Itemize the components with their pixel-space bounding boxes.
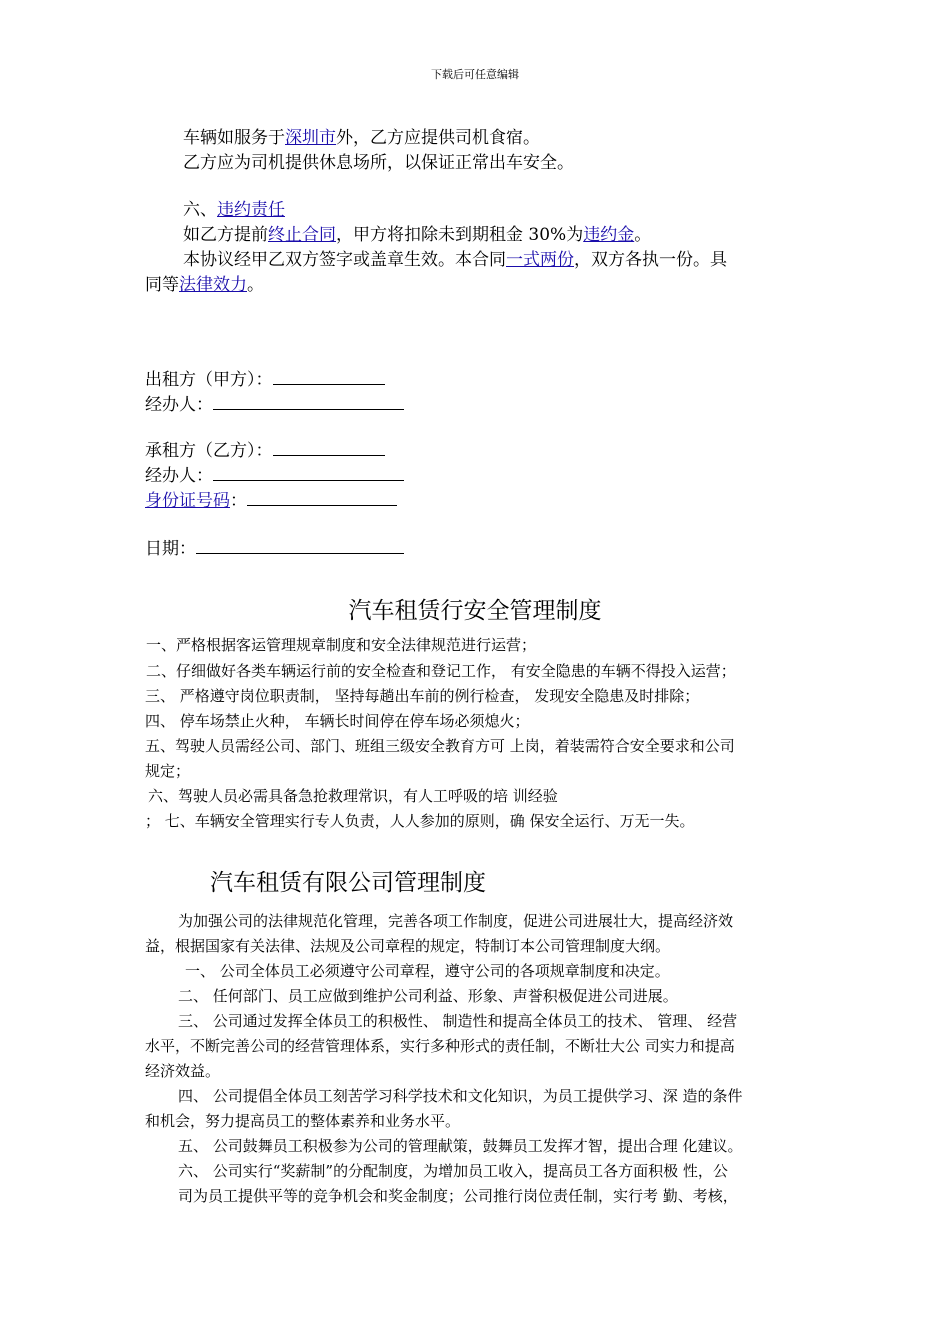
signature-line[interactable] <box>213 393 404 410</box>
company-line: 六、 公司实行“奖薪制”的分配制度，为增加员工收入，提高员工各方面积极 性，公 <box>178 1162 728 1180</box>
link-legal-effect[interactable]: 法律效力 <box>179 275 247 295</box>
signature-line[interactable] <box>196 537 404 554</box>
safety-item: 规定； <box>145 762 191 780</box>
contract-line-5 <box>183 248 727 272</box>
text: ，甲方将扣除未到期租金 30%为 <box>336 225 584 245</box>
label: 出租方（甲方）： <box>145 370 273 390</box>
signature-line[interactable] <box>213 464 404 481</box>
company-line: 水平，不断完善公司的经营管理体系，实行多种形式的责任制，不断壮大公 司实力和提高 <box>145 1037 735 1055</box>
company-line: 为加强公司的法律规范化管理，完善各项工作制度，促进公司进展壮大，提高经济效 <box>178 912 734 930</box>
label: 日期： <box>145 539 196 559</box>
company-line: 司为员工提供平等的竞争机会和奖金制度；公司推行岗位责任制，实行考 勤、考核， <box>178 1187 738 1205</box>
text: 车辆如服务于 <box>183 128 285 148</box>
agent2-signature <box>145 464 404 488</box>
text: 外，乙方应提供司机食宿。 <box>336 128 540 148</box>
company-line: 一、 公司全体员工必须遵守公司章程，遵守公司的各项规章制度和决定。 <box>185 962 670 980</box>
company-line: 益，根据国家有关法律、法规及公司章程的规定，特制订本公司管理制度大纲。 <box>145 937 671 955</box>
signature-line[interactable] <box>273 368 385 385</box>
company-line: 和机会，努力提高员工的整体素养和业务水平。 <box>145 1112 461 1130</box>
contract-line-2: 乙方应为司机提供休息场所，以保证正常出车安全。 <box>183 153 574 173</box>
signature-line[interactable] <box>273 439 385 456</box>
safety-item: ； 七、车辆安全管理实行专人负责，人人参加的原则，确 保安全运行、万无一失。 <box>145 812 695 830</box>
text: 。 <box>634 225 652 245</box>
company-line: 三、 公司通过发挥全体员工的积极性、 制造性和提高全体员工的技术、 管理、 经营 <box>178 1012 738 1030</box>
link-duplicate[interactable]: 一式两份 <box>506 250 574 270</box>
company-title: 汽车租赁有限公司管理制度 <box>210 870 486 896</box>
company-line: 经济效益。 <box>145 1062 221 1080</box>
id-number-signature <box>145 489 397 513</box>
link-shenzhen[interactable]: 深圳市 <box>285 128 336 148</box>
lessee-signature <box>145 439 385 463</box>
safety-title: 汽车租赁行安全管理制度 <box>348 598 602 624</box>
safety-item: 三、 严格遵守岗位职责制， 坚持每趟出车前的例行检查， 发现安全隐患及时排除； <box>145 687 700 705</box>
safety-item: 一、严格根据客运管理规章制度和安全法律规范进行运营； <box>146 636 537 654</box>
safety-item: 四、 停车场禁止火种， 车辆长时间停在停车场必须熄火； <box>145 712 530 730</box>
safety-item: 二、仔细做好各类车辆运行前的安全检查和登记工作， 有安全隐患的车辆不得投入运营； <box>146 662 736 680</box>
label: 承租方（乙方）： <box>145 441 273 461</box>
link-breach-liability[interactable]: 违约责任 <box>217 200 285 220</box>
link-penalty[interactable]: 违约金 <box>583 225 635 245</box>
agent1-signature <box>145 393 404 417</box>
signature-line[interactable] <box>247 489 397 506</box>
label: ： <box>230 491 247 511</box>
safety-item: 五、驾驶人员需经公司、部门、班组三级安全教育方可 上岗，着装需符合安全要求和公司 <box>145 737 735 755</box>
contract-line-1 <box>183 126 540 150</box>
text: 本协议经甲乙双方签字或盖章生效。本合同 <box>183 250 506 270</box>
company-line: 二、 任何部门、员工应做到维护公司利益、形象、声誉积极促进公司进展。 <box>178 987 678 1005</box>
label: 经办人： <box>145 395 213 415</box>
text: 同等 <box>145 275 179 295</box>
lessor-signature <box>145 368 385 392</box>
text: ，双方各执一份。具 <box>574 250 727 270</box>
link-terminate-contract[interactable]: 终止合同 <box>268 225 336 245</box>
text: 六、 <box>183 200 217 220</box>
page-header: 下载后可任意编辑 <box>431 68 519 81</box>
company-line: 五、 公司鼓舞员工积极参为公司的管理献策，鼓舞员工发挥才智，提出合理 化建议。 <box>178 1137 743 1155</box>
text: 如乙方提前 <box>183 225 268 245</box>
text: 。 <box>247 275 264 295</box>
date-signature <box>145 537 404 561</box>
label: 经办人： <box>145 466 213 486</box>
link-id-number[interactable]: 身份证号码 <box>145 491 230 511</box>
company-line: 四、 公司提倡全体员工刻苦学习科学技术和文化知识，为员工提供学习、深 造的条件 <box>178 1087 743 1105</box>
contract-line-3 <box>183 198 285 222</box>
contract-line-6 <box>145 273 264 297</box>
contract-line-4 <box>183 223 651 247</box>
safety-item: 六、驾驶人员必需具备急抢救理常识，有人工呼吸的培 训经验 <box>148 787 558 805</box>
